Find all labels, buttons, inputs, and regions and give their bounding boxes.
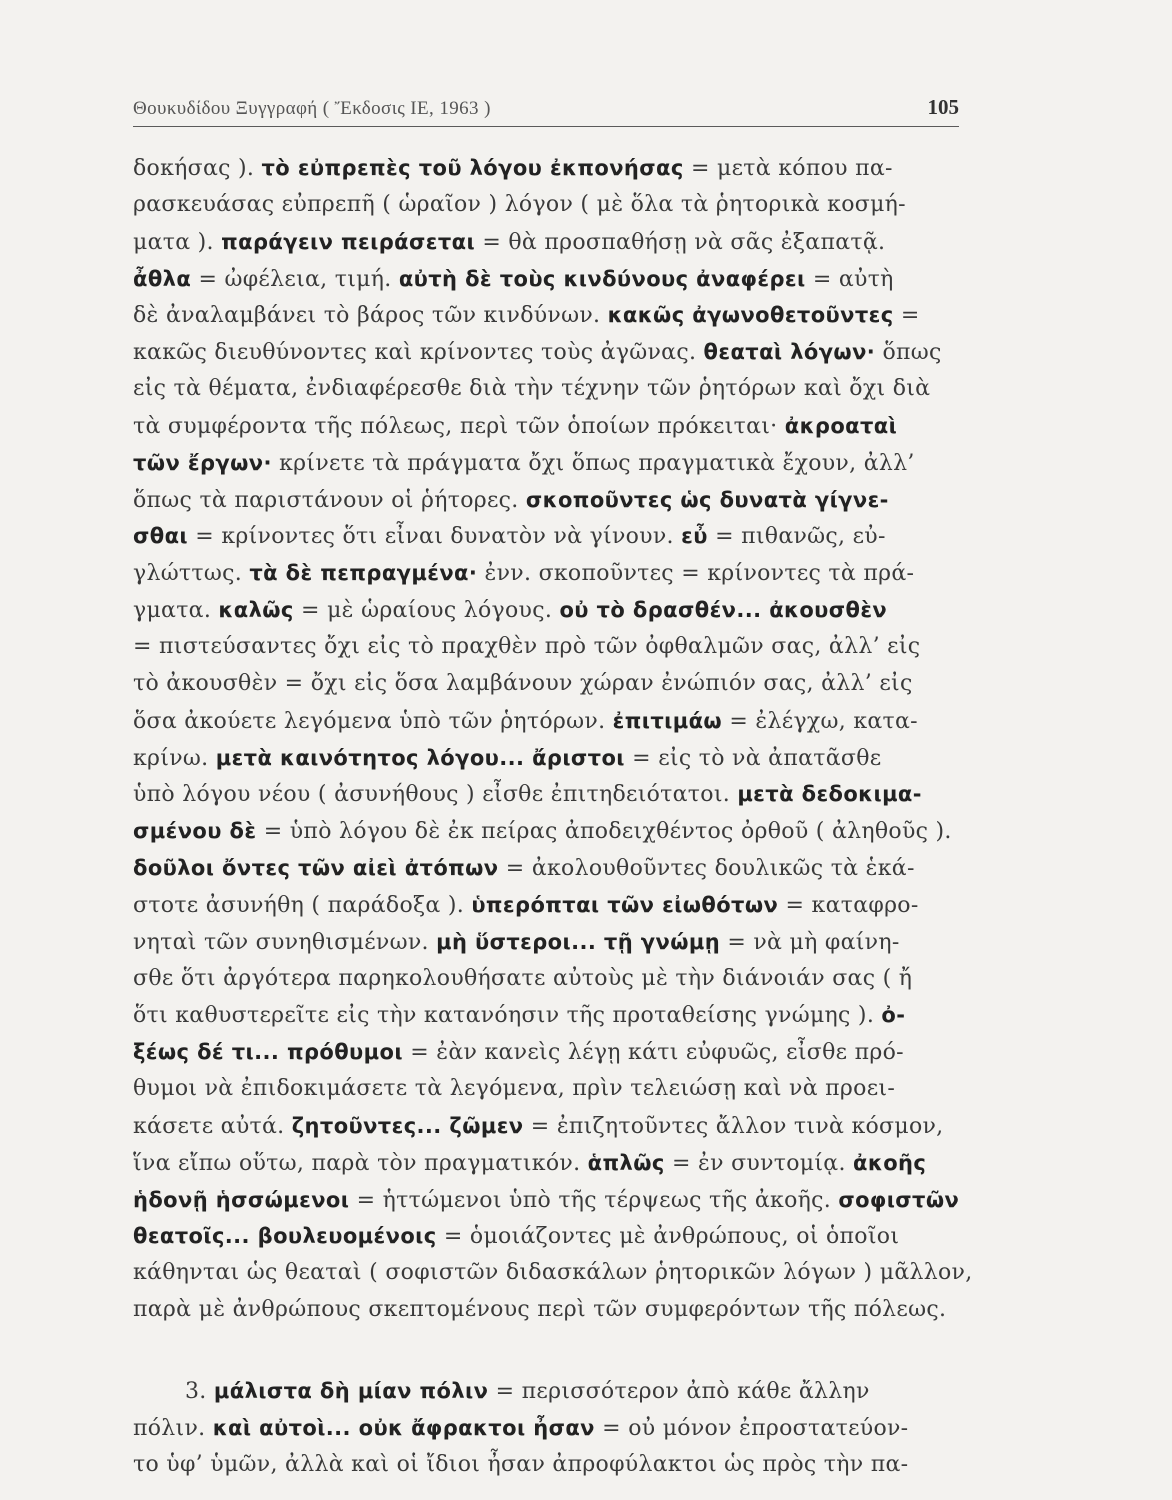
lemma-term: μὴ ὕστεροι... τῇ γνώμῃ [436,929,721,954]
lemma-term: τὰ δὲ πεπραγμένα· [249,561,478,586]
gloss-text: στοτε ἀσυνήθη ( παράδοξα ). [133,892,472,918]
gloss-text: νηταὶ τῶν συνηθισμένων. [133,929,437,955]
page-number: 105 [927,95,959,119]
text-line [133,1034,963,1071]
text-line [133,1447,963,1484]
gloss-text: θυμοι νὰ ἐπιδοκιμάσετε τὰ λεγόμενα, πρὶν τελειώσῃ καὶ νὰ προει- [133,1076,896,1102]
gloss-text: τὸ ἀκουσθὲν = ὄχι εἰς ὅσα λαμβάνουν χώραν ἐνώπιόν σας, ἀλλ’ εἰς [133,670,913,696]
lemma-term: μάλιστα δὴ μίαν πόλιν [213,1379,489,1403]
text-line [133,187,963,224]
gloss-text: ὅτι καθυστερεῖτε εἰς τὴν κατανόησιν τῆς προταθείσης γνώμης ). [133,1003,882,1029]
gloss-text: το ὑφ’ ὑμῶν, ἀλλὰ καὶ οἱ ἴδιοι ἦσαν ἀπροφύλακτοι ὡς πρὸς τὴν πα- [133,1451,909,1477]
gloss-text: δοκήσας ). [133,156,262,181]
gloss-text: τὰ συμφέροντα τῆς πόλεως, περὶ τῶν ὁποίων πρόκειται· [133,413,785,439]
lemma-term: σκοποῦντες ὡς δυνατὰ γίγνε- [525,487,889,512]
text-line [133,297,963,334]
text-line [133,408,963,445]
gloss-text: = ὑπὸ λόγου δὲ ἐκ πείρας ἀποδειχθέντος ὀρθοῦ ( ἀληθοῦς ). [256,819,952,845]
gloss-text: = καταφρο- [778,892,919,918]
text-line [133,518,963,555]
paragraph-gap [133,1329,963,1373]
text-line [133,924,963,961]
gloss-text: εἰς τὰ θέματα, ἐνδιαφέρεσθε διὰ τὴν τέχνην τῶν ῥητόρων καὶ ὄχι διὰ [133,376,931,402]
gloss-text: = ἡττώμενοι ὑπὸ τῆς τέρψεως τῆς ἀκοῆς. [349,1187,839,1213]
lemma-term: παράγειν πειράσεται [221,229,476,254]
lemma-term: ἀκοῆς [853,1150,927,1175]
lemma-term: ἐπιτιμάω [612,708,723,733]
text-line [133,997,963,1034]
text-line [133,666,963,703]
gloss-text: = ἐλέγχω, κατα- [722,708,918,734]
gloss-text: κάσετε αὐτά. [133,1113,292,1139]
lemma-term: καὶ αὐτοὶ... οὐκ ἄφρακτοι ἦσαν [212,1415,595,1440]
text-line [133,445,963,482]
gloss-text: κακῶς διευθύνοντες καὶ κρίνοντες τοὺς ἀγῶνας. [133,340,704,366]
text-line [133,334,963,371]
header-title: Θουκυδίδου Ξυγγραφή ( Ἔκδοσις ΙΕ, 1963 ) [133,98,491,119]
gloss-text: ὅπως [875,340,942,366]
gloss-text: = νὰ μὴ φαίνη- [720,929,900,955]
gloss-text: γλώττως. [133,561,250,587]
gloss-text: ἐνν. σκοποῦντες = κρίνοντες τὰ πρά- [477,561,915,587]
text-line [133,850,963,887]
gloss-text: = οὐ μόνον ἐπροστατεύον- [594,1415,909,1441]
lemma-term: ἁπλῶς [587,1150,665,1175]
gloss-text: κάθηνται ὡς θεαταὶ ( σοφιστῶν διδασκάλων ῥητορικῶν λόγων ) μᾶλλον, [133,1260,973,1286]
gloss-text: = [893,303,920,329]
gloss-text: = κρίνοντες ὅτι εἶναι δυνατὸν νὰ γίνουν. [188,524,682,550]
running-header [133,92,959,127]
text-line [133,1071,963,1108]
lemma-term: μετὰ δεδοκιμα- [737,782,922,807]
text-line [133,555,963,592]
lemma-term: ἀκροαταὶ [784,413,898,438]
text-line [133,261,963,298]
gloss-text: = μετὰ κόπου πα- [683,156,893,181]
commentary-text [133,150,973,1484]
gloss-text: ἵνα εἴπω οὕτω, παρὰ τὸν πραγματικόν. [133,1150,588,1176]
gloss-text: πόλιν. [133,1415,213,1441]
lemma-term: τὸ εὐπρεπὲς τοῦ λόγου ἐκπονήσας [261,156,684,180]
text-line [133,740,963,777]
gloss-text: ματα ). [133,229,222,255]
text-line [133,1373,963,1410]
gloss-text: σθε ὅτι ἀργότερα παρηκολουθήσατε αὐτοὺς μὲ τὴν διάνοιάν σας ( ἤ [133,965,913,991]
gloss-text: ρασκευάσας εὐπρεπῆ ( ὡραῖον ) λόγον ( μὲ ὅλα τὰ ῥητορικὰ κοσμή- [133,191,906,217]
gloss-text: κρίνω. [133,745,216,771]
gloss-text: ὅπως τὰ παριστάνουν οἱ ῥήτορες. [133,487,526,513]
gloss-text: δὲ ἀναλαμβάνει τὸ βάρος τῶν κινδύνων. [133,303,608,329]
text-line [133,1292,963,1329]
lemma-term: σθαι [133,524,188,549]
lemma-term: δοῦλοι ὄντες τῶν αἰεὶ ἀτόπων [133,856,499,881]
text-line [133,1108,963,1145]
text-line [133,482,963,519]
gloss-text: = ὠφέλεια, τιμή. [191,266,399,292]
gloss-text: παρὰ μὲ ἀνθρώπους σκεπτομένους περὶ τῶν συμφερόντων τῆς πόλεως. [133,1297,947,1323]
lemma-term: θεατοῖς... βουλευομένοις [133,1224,437,1249]
text-line [133,813,963,850]
gloss-text: = θὰ προσπαθήσῃ νὰ σᾶς ἐξαπατᾷ. [475,229,886,255]
text-line [133,776,963,813]
lemma-term: ἡδονῇ ἡσσώμενοι [133,1187,350,1212]
text-line [133,224,963,261]
lemma-term: μετὰ καινότητος λόγου... ἄριστοι [215,745,625,770]
lemma-term: κακῶς ἀγωνοθετοῦντες [607,303,894,328]
lemma-term: ὀ- [881,1003,906,1028]
commentary-paragraph-3 [133,1373,963,1484]
lemma-term: σοφιστῶν [838,1187,960,1212]
gloss-text: = ἐὰν κανεὶς λέγῃ κάτι εὐφυῶς, εἶσθε πρό- [402,1040,904,1066]
gloss-text: ὅσα ἀκούετε λεγόμενα ὑπὸ τῶν ῥητόρων. [133,708,613,734]
text-line [133,1410,963,1447]
lemma-term: θεαταὶ λόγων· [703,340,876,365]
gloss-text: γματα. [133,598,219,624]
gloss-text: ὑπὸ λόγου νέου ( ἀσυνήθους ) εἶσθε ἐπιτηδειότατοι. [133,782,738,808]
text-line [133,887,963,924]
lemma-term: ξέως δέ τι... πρόθυμοι [133,1040,403,1065]
lemma-term: εὖ [681,524,708,549]
gloss-text: = ἐπιζητοῦντες ἄλλον τινὰ κόσμον, [523,1113,944,1139]
gloss-text: κρίνετε τὰ πράγματα ὄχι ὅπως πραγματικὰ ἔχουν, ἀλλ’ [271,450,915,476]
lemma-term: σμένου δὲ [133,819,257,844]
lemma-term: καλῶς [218,598,294,623]
text-line [133,629,963,666]
gloss-text: = πιστεύσαντες ὄχι εἰς τὸ πραχθὲν πρὸ τῶν ὀφθαλμῶν σας, ἀλλ’ εἰς [133,633,921,659]
text-line [133,1145,963,1182]
commentary-paragraph-2 [133,150,973,1329]
text-line [133,371,963,408]
text-line [133,150,963,187]
lemma-term: ζητοῦντες... ζῶμεν [291,1113,524,1138]
lemma-term: ὑπερόπται τῶν εἰωθότων [471,892,779,917]
gloss-text: = εἰς τὸ νὰ ἀπατᾶσθε [624,745,882,771]
gloss-text: = ἐν συντομίᾳ. [664,1150,854,1176]
gloss-text: = πιθανῶς, εὐ- [707,524,886,550]
lemma-term: οὐ τὸ δρασθέν... ἀκουσθὲν [559,598,888,623]
text-line [133,1255,973,1292]
lemma-term: αὐτὴ δὲ τοὺς κινδύνους ἀναφέρει [398,266,806,291]
gloss-text: 3. [185,1379,214,1404]
gloss-text: = μὲ ὡραίους λόγους. [293,598,560,624]
gloss-text: = περισσότερον ἀπὸ κάθε ἄλλην [488,1379,870,1404]
gloss-text: = αὐτὴ [805,266,894,292]
gloss-text: = ἀκολουθοῦντες δουλικῶς τὰ ἑκά- [498,856,915,882]
text-line [133,961,963,998]
text-line [133,1218,963,1255]
lemma-term: ἆθλα [133,266,192,291]
gloss-text: = ὁμοιάζοντες μὲ ἀνθρώπους, οἱ ὁποῖοι [436,1224,900,1250]
lemma-term: τῶν ἔργων· [133,450,272,475]
text-line [133,703,963,740]
text-line [133,1182,963,1219]
text-line [133,592,963,629]
